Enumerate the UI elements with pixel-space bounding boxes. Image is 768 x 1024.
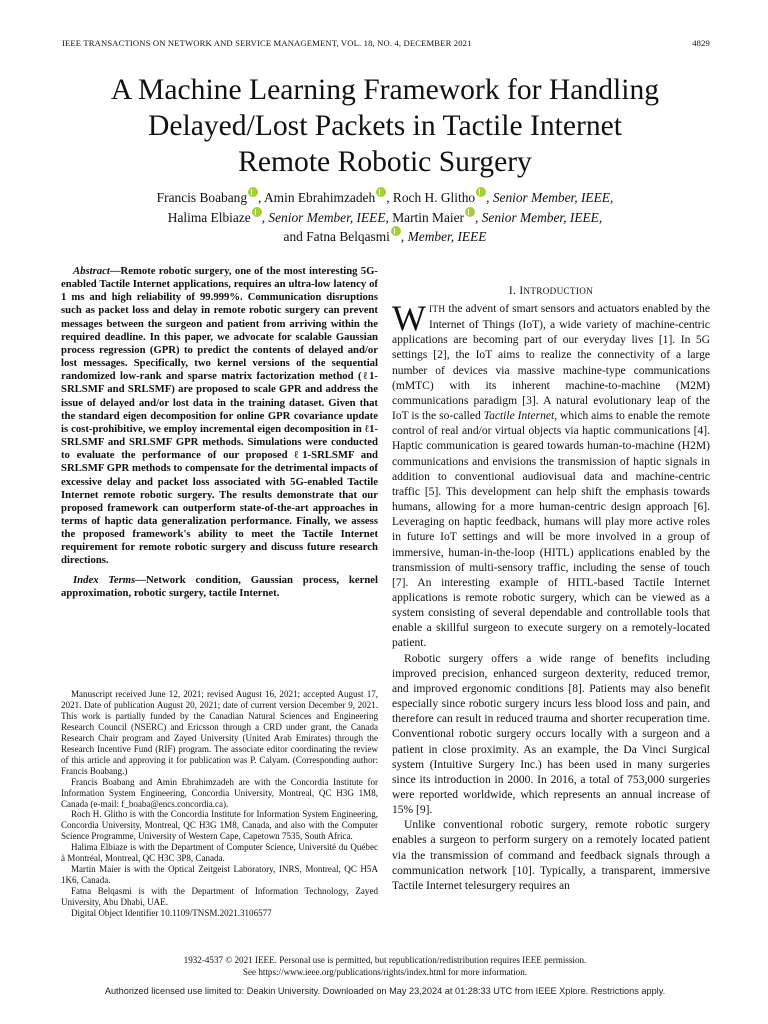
author-name: Halima Elbiaze (167, 209, 251, 225)
author-role: Member, IEEE (407, 229, 487, 244)
author-name: Martin Maier (392, 209, 465, 225)
author-role: Senior Member, IEEE (492, 190, 610, 205)
copyright-notice: 1932-4537 © 2021 IEEE. Personal use is permitted, but republication/redistribution requires IEEE permission. See https://www.ieee.org/publications/rights/index.html for more information. (60, 955, 710, 978)
intro-paragraph: WITH the advent of smart sensors and actuators enabled by the Internet of Things (IoT), a wide variety of machine-centric applications are becoming part of our everyday lives [1]. In 5G settings [2], the IoT aims to realize the connectivity of a large number of devices via massive machine-type communications (mMTC) with its inherent machine-to-machine (M2M) communications paradigm [3]. A natural evolutionary leap of the IoT is the so-called Tactile Internet, which aims to enable the remote control of real and/or virtual objects via haptic communications [4]. Haptic communication is geared towards human-to-machine (H2M) communications and envisions the transmission of haptic signals in addition to conventional audiovisual data and machine-centric traffic [5]. This development can help shift the emphasis towards humans, allowing for a more human-centric design approach [6]. Leveraging on haptic feedback, humans will play more active roles in future IoT settings and will be more involved in a group of immersive, human-in-the-loop (HITL) applications enabled by the transmission of multi-sensory traffic, including the sense of touch [7]. An interesting example of HITL-based Tactile Internet applications is remote robotic surgery, which can be viewed as a system consisting of several dependable and controllable tools that enable a skillful surgeon to execute surgery on a remotely-located patient. (392, 298, 711, 650)
author-line: and Fatna Belqasmi , Member, IEEE (70, 226, 700, 246)
download-notice: Authorized licensed use limited to: Deakin University. Downloaded on May 23,2024 at 01:28:33 UTC from IEEE Xplore. Restrictions apply. (104, 986, 666, 996)
title-line: A Machine Learning Framework for Handling (110, 74, 660, 106)
footnote: Digital Object Identifier 10.1109/TNSM.2021.3106577 (71, 908, 272, 919)
index-terms-text: —Network condition, Gaussian process, kernel approximation, robotic surgery, tactile Internet. (61, 573, 378, 599)
index-terms (61, 574, 378, 600)
section-heading-introduction: I. INTRODUCTION (508, 285, 594, 297)
footnote: Halima Elbiaze is with the Department of Computer Science, Université du Québec à Montréal, Montreal, QC H3C 3P8, Canada. (61, 842, 378, 864)
footnote: Francis Boabang and Amin Ebrahimzadeh are with the Concordia Institute for Information System Engineering, Concordia University, Montreal, QC H3G 1M8, Canada (e-mail: f_boaba@encs.concordia.ca). (61, 776, 378, 809)
author-name: Roch H. Glitho (392, 190, 476, 205)
abstract (61, 265, 378, 568)
rights-link[interactable]: See https://www.ieee.org/publications/rights/index.html for more information. (242, 966, 528, 977)
page-number: 4829 (692, 38, 710, 48)
orcid-icon[interactable] (248, 187, 258, 197)
journal-name: IEEE TRANSACTIONS ON NETWORK AND SERVICE MANAGEMENT, VOL. 18, NO. 4, DECEMBER 2021 (62, 38, 472, 48)
author-name: Francis Boabang (156, 190, 248, 205)
intro-paragraph: Robotic surgery offers a wide range of benefits including improved precision, enhanced surgeon dexterity, reduced tremor, and improved ergonomic conditions [8]. Patients may also benefit especially since robotic surgery incurs less blood loss and pain, and therefore can result in reduced trauma and shorter recuperation time. Conventional robotic surgery occurs locally with a surgeon and a patient in close proximity. As an example, the Da Vinci Surgical system (Intuitive Surgery Inc.) has been used in many surgeries since its introduction in 2000. In 2016, a total of 753,000 surgeries were reported worldwide, which represents an annual increase of 15% [9]. (392, 652, 710, 817)
orcid-icon[interactable] (252, 207, 262, 217)
author-list (70, 187, 700, 246)
intro-paragraph: Unlike conventional robotic surgery, remote robotic surgery enables a surgeon to perform surgery on a remotely located patient via the transmission of command and feedback signals through a communication network [10]. Typically, a transparent, immersive Tactile Internet telesurgery requires an (392, 819, 710, 892)
orcid-icon[interactable] (391, 226, 401, 236)
title-line: Remote Robotic Surgery (238, 146, 532, 178)
footnote: Manuscript received June 12, 2021; revised August 16, 2021; accepted August 17, 2021. Date of publication August 20, 2021; date of current version December 9, 2021. This work is partially funded by the Canadian Natural Sciences and Engineering Research Council (NSERC) and Ericsson through a CRD under grant, the Canada Research Chair program and Zayed University (United Arab Emirates) through the Research Incentive Fund (RIF) program. The associate editor coordinating the review of this article and approving it for publication was P. Calyam. (Corresponding author: Francis Boabang.) (61, 689, 378, 776)
title-line: Delayed/Lost Packets in Tactile Internet (147, 110, 622, 142)
right-column (392, 285, 710, 894)
dropcap: W (392, 298, 426, 338)
author-role: Senior Member, IEEE (481, 209, 599, 225)
author-name: and Fatna Belqasmi (283, 229, 390, 244)
author-name: Amin Ebrahimzadeh (264, 190, 376, 205)
left-column (61, 265, 378, 600)
footnotes (61, 689, 378, 919)
paper-title (70, 72, 700, 180)
orcid-icon[interactable] (376, 187, 386, 197)
abstract-label: Abstract (73, 265, 110, 277)
footnote: Fatna Belqasmi is with the Department of Information Technology, Zayed University, Abu Dhabi, UAE. (61, 886, 378, 908)
running-head (62, 38, 710, 52)
orcid-icon[interactable] (465, 207, 475, 217)
author-line: Francis Boabang , Amin Ebrahimzadeh , Roch H. Glitho , Senior Member, IEEE, (70, 187, 700, 207)
footnote: Martin Maier is with the Optical Zeitgeist Laboratory, INRS, Montreal, QC H5A 1K6, Canada. (61, 864, 378, 886)
abstract-text: —Remote robotic surgery, one of the most interesting 5G-enabled Tactile Internet applications, requires an ultra-low latency of 1 ms and high reliability of 99.999%. Communication disruptions such as packet loss and delay in remote robotic surgery can prevent messages between the surgeon and patient from arriving within the required deadline. In this paper, we advocate for scalable Gaussian process regression (GPR) to predict the contents of delayed and/or lost messages. Specifically, two kernel versions of the sequential randomized low-rank and sparse matrix factorization method (ℓ1-SRLSMF and SRLSMF) are proposed to scale GPR and address the issue of delayed and/or lost data in the training dataset. Given that the standard eigen decomposition for online GPR covariance update is cost-prohibitive, we employ incremental eigen decomposition in ℓ1-SRLSMF and SRLSMF GPR methods. Simulations were conducted to evaluate the performance of our proposed ℓ1-SRLSMF and SRLSMF GPR methods to compensate for the detrimental impacts of excessive delay and packet loss associated with 5G-enabled Tactile Internet remote robotic surgery. The results demonstrate that our proposed framework can outperform state-of-the-art approaches in terms of haptic data generalization performance. Finally, we assess the proposed framework's ability to meet the Tactile Internet requirement for remote robotic surgery and discuss future research directions. (61, 265, 378, 567)
index-terms-label: Index Terms (73, 573, 136, 586)
author-role: Senior Member, IEEE (268, 209, 386, 225)
footnote: Roch H. Glitho is with the Concordia Institute for Information System Engineering, Concordia University, Montreal, QC H3G 1M8, Canada, and also with the Computer Science Programme, University of Western Cape, Capetown 7535, South Africa. (61, 809, 378, 842)
orcid-icon[interactable] (476, 187, 486, 197)
author-line: Halima Elbiaze , Senior Member, IEEE, Martin Maier , Senior Member, IEEE, (70, 207, 700, 227)
